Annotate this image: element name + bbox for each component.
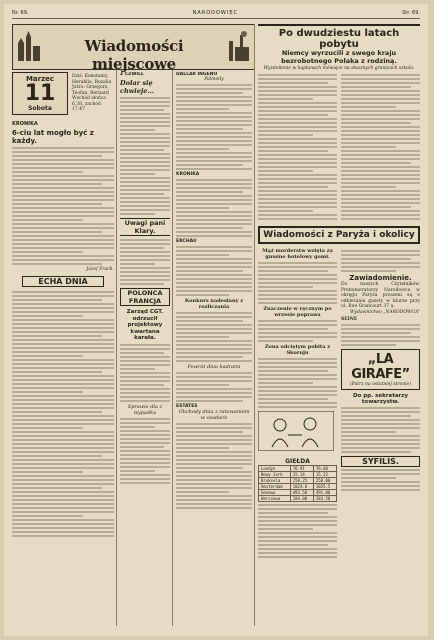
column-rule: [254, 24, 255, 626]
gielda-title: GIEŁDA: [285, 458, 310, 465]
stock-cell: 15.22: [313, 472, 336, 478]
stock-cell: Warszawa: [259, 496, 291, 502]
advertisement-la-girafe: [341, 349, 420, 390]
paris-section-title: Wiadomości z Paryża i okolicy: [258, 226, 420, 244]
paris-subhead: Znaczenie w ręcznym po wrzesie poprawa: [263, 306, 332, 318]
stock-cell: 1024.0: [290, 484, 313, 490]
subheadline: Niemcy wyrzucili z swego kraju bezrobotnego Polaka z rodziną.: [281, 49, 397, 65]
article-body-text: [176, 246, 252, 296]
zawiadomienie-title: Zawiadomienie.: [349, 274, 412, 282]
stock-cell: 491.00: [313, 490, 336, 496]
section-kicker: Z CZWILL: [120, 72, 144, 77]
stock-row: [259, 496, 337, 502]
signature: Józef Frach.: [86, 267, 114, 272]
section-subhead: Sprawie dla z wypadku: [127, 403, 163, 416]
echa-dnia-heading: ECHA DNIA: [22, 276, 104, 287]
column-1: [12, 72, 114, 628]
article-body-text: [258, 320, 337, 342]
secretary-title: Do pp. sekretarzy towarzystw.: [352, 393, 409, 405]
section-title: POLONCA FRANCJA: [120, 288, 170, 306]
column-right: [258, 24, 420, 628]
article-body-text: [176, 312, 252, 362]
col3-head: ESTATES: [176, 404, 198, 409]
paris-subhead: Zona odciętym pobita z Skoruju: [264, 344, 331, 356]
paris-right: [341, 248, 420, 560]
article-body-text: [176, 372, 252, 402]
zawiadomienie-text: Do naszych Czytelników. Prenumeratorzy Narodowca w okręgu Paryża proszeni są o odbieranie gazety w biurze przy ul. Rue Grancourt 37 a.: [341, 282, 420, 309]
headline: Po dwudziestu latach pobytu: [258, 24, 420, 50]
calendar-day: 11: [24, 81, 56, 106]
stock-cell: 258.00: [313, 478, 336, 484]
calendar-month: Marzec: [25, 75, 55, 83]
stock-cell: Nowy Jork: [259, 472, 291, 478]
article-body-text: [258, 358, 337, 408]
stock-cell: 15.14: [290, 472, 313, 478]
col3-head: Palmedy: [204, 77, 224, 82]
calendar-notes: [72, 74, 114, 113]
kicker: Wyzdolienie w kajdanach mówiące na słusznych granicach szkola.: [263, 66, 415, 71]
stock-cell: 283.50: [313, 496, 336, 502]
stock-cell: 258.25: [290, 478, 313, 484]
article-body-text: [120, 97, 170, 215]
calendar-note: Wschód słońca 6.38, zachód 17.47: [72, 96, 106, 112]
article-body-text: [176, 179, 252, 237]
stock-cell: 284.00: [290, 496, 313, 502]
zawiadomienie-address: Wydawnictwo „NARODOWCA”: [350, 309, 420, 315]
article-body-text: [258, 72, 337, 222]
article-body-text: [341, 469, 420, 491]
col3-subhead: Powrót dnia kadrami: [187, 364, 241, 370]
section-headline: Zarząd CGT. odrzucił projektowy kwartana karała.: [126, 309, 164, 341]
banner-illustration-left: [16, 29, 42, 63]
ad-brand: „LA GIRAFE”: [351, 352, 410, 382]
calendar-note: Jutro: Grzegorz, Teofan, Bernard: [72, 85, 109, 96]
stock-cell: Amsterdam: [259, 484, 291, 490]
paris-left: [258, 248, 337, 560]
section-title: Dolar się chwieje...: [120, 79, 155, 95]
stock-row: [259, 472, 337, 478]
two-column-body: [258, 72, 420, 222]
calendar-box: [12, 72, 68, 115]
stock-row: [259, 478, 337, 484]
stock-row: [259, 484, 337, 490]
section-title: Uwagi pani Klary.: [120, 218, 170, 236]
column-3: [176, 72, 252, 628]
kronika-title: 6-ciu lat mogło być z każdy.: [12, 129, 94, 145]
illustration-cartoon: [258, 411, 337, 455]
syfilis-ad: SYFILIS.: [341, 456, 420, 467]
stock-cell: Bruksela: [259, 478, 291, 484]
article-body-text: [12, 291, 114, 537]
running-header: [12, 8, 420, 19]
paris-body: [258, 248, 420, 560]
stock-cell: 493.50: [290, 490, 313, 496]
calendar-note: Dziś: Konstanty, Heraklia, Rozalia: [72, 74, 112, 85]
article-body-text: [258, 504, 337, 558]
article-body-text: [120, 344, 170, 402]
column-rule: [116, 24, 117, 626]
stock-table: [258, 465, 337, 502]
stock-cell: 1025.5: [313, 484, 336, 490]
kronika-label: KRONIKA: [12, 121, 38, 127]
article-body-text: [176, 423, 252, 509]
article-body-text: [341, 407, 420, 453]
stock-cell: Londyn: [259, 466, 291, 472]
stock-cell: Genewa: [259, 490, 291, 496]
ad-label: SEINE: [341, 317, 358, 322]
stock-row: [259, 490, 337, 496]
article-body-text: [341, 72, 420, 222]
article-body-text: [341, 324, 420, 346]
col3-subhead: Obchody dnia z ratowaniem w osadach: [178, 409, 250, 421]
banner-title: Wiadomości miejscowe: [84, 37, 184, 73]
newspaper-page: [4, 4, 428, 636]
article-body-text: [341, 250, 420, 272]
stock-cell: 76.91: [290, 466, 313, 472]
page-number-left: Nr. 69.: [12, 10, 29, 16]
article-body-text: [258, 262, 337, 304]
paper-name: NARODOWIEC: [192, 10, 239, 16]
col3-head: ERCHAU: [176, 239, 197, 244]
calendar-weekday: Sobota: [28, 105, 52, 112]
stock-row: [259, 466, 337, 472]
page-number-right: Str. 69.: [402, 10, 420, 16]
article-body-text: [120, 239, 170, 285]
paris-subhead: Mąż morderstw wzięta za gnuśne hotelowy gomi.: [262, 248, 333, 260]
article-body-text: [176, 84, 252, 170]
col3-head: KRONIKA: [176, 172, 200, 177]
ad-tagline: (Patrz na ostatniej stronie): [350, 382, 411, 387]
col3-title: Konkurs nadesłany z rozliczania: [184, 298, 244, 310]
banner-illustration-right: [226, 29, 252, 63]
article-body-text: [120, 418, 170, 484]
column-2: [120, 72, 170, 628]
article-body-text: [12, 147, 114, 265]
column-rule: [172, 24, 173, 626]
col3-head: DALLAR INGENO: [176, 72, 218, 77]
stock-cell: 76.60: [313, 466, 336, 472]
